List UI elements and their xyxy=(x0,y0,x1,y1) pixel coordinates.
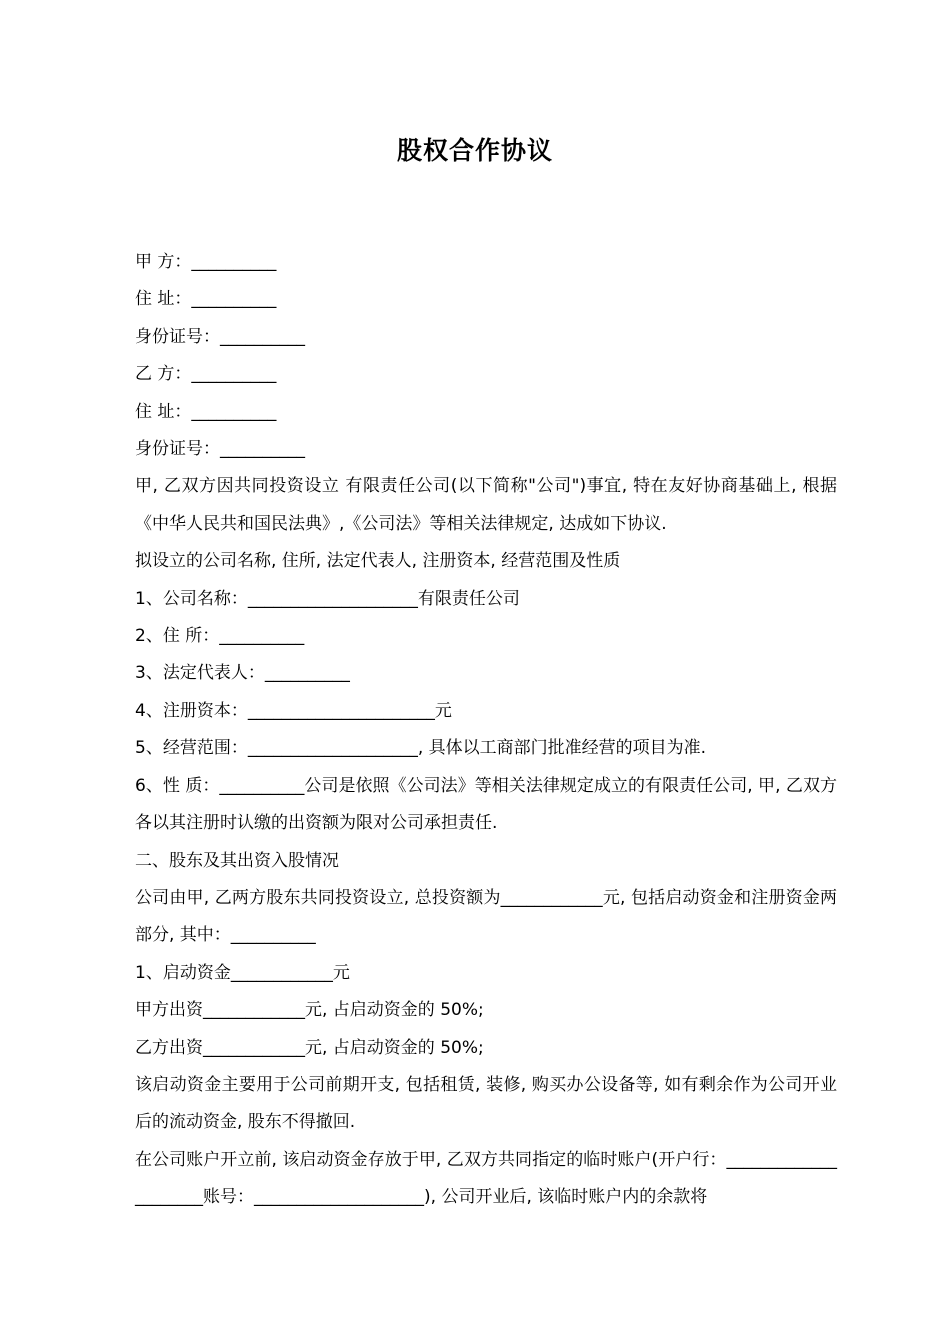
party-b-id-line: 身份证号：__________ xyxy=(135,439,305,460)
party-a-address-line: 住 址：__________ xyxy=(135,289,277,310)
company-name-line: 1、公司名称：____________________有限责任公司 xyxy=(135,588,520,609)
document-title: 股权合作协议 xyxy=(396,136,553,165)
document-body xyxy=(115,244,837,1217)
party-a-contribution-line: 甲方出资____________元, 占启动资金的 50%; xyxy=(135,1000,484,1021)
startup-capital-usage-paragraph: 该启动资金主要用于公司前期开支, 包括租赁, 装修, 购买办公设备等, 如有剩余作为公司开业后的流动资金, 股东不得撤回. xyxy=(135,1074,837,1133)
registered-capital-line: 4、注册资本：______________________元 xyxy=(135,700,452,721)
section-company-heading: 拟设立的公司名称, 住所, 法定代表人, 注册资本, 经营范围及性质 xyxy=(135,551,621,572)
party-a-id-line: 身份证号：__________ xyxy=(135,326,305,347)
temporary-account-paragraph: 在公司账户开立前, 该启动资金存放于甲, 乙双方共同指定的临时账户(开户行：_____________________账号：____________________), 公司开业后, 该临时账户内的余款将 xyxy=(135,1149,837,1208)
party-b-contribution-line: 乙方出资____________元, 占启动资金的 50%; xyxy=(135,1037,484,1058)
intro-paragraph: 甲, 乙双方因共同投资设立 有限责任公司(以下简称"公司")事宜, 特在友好协商基础上, 根据《中华人民共和国民法典》,《公司法》等相关法律规定, 达成如下协议. xyxy=(135,476,837,534)
startup-capital-line: 1、启动资金____________元 xyxy=(135,962,350,983)
business-scope-line: 5、经营范围：____________________, 具体以工商部门批准经营的项目为准. xyxy=(135,738,707,759)
legal-representative-line: 3、法定代表人：__________ xyxy=(135,663,350,684)
company-address-line: 2、住 所：__________ xyxy=(135,626,305,647)
party-a-line: 甲 方：__________ xyxy=(135,252,277,272)
company-nature-paragraph: 6、性 质：__________公司是依照《公司法》等相关法律规定成立的有限责任公司, 甲, 乙双方各以其注册时认缴的出资额为限对公司承担责任. xyxy=(135,775,837,834)
section-shareholders-heading: 二、股东及其出资入股情况 xyxy=(135,850,339,871)
party-b-address-line: 住 址：__________ xyxy=(135,401,277,422)
total-investment-paragraph: 公司由甲, 乙两方股东共同投资设立, 总投资额为____________元, 包括启动资金和注册资金两部分, 其中：__________ xyxy=(135,887,837,946)
party-b-line: 乙 方：__________ xyxy=(135,364,277,385)
